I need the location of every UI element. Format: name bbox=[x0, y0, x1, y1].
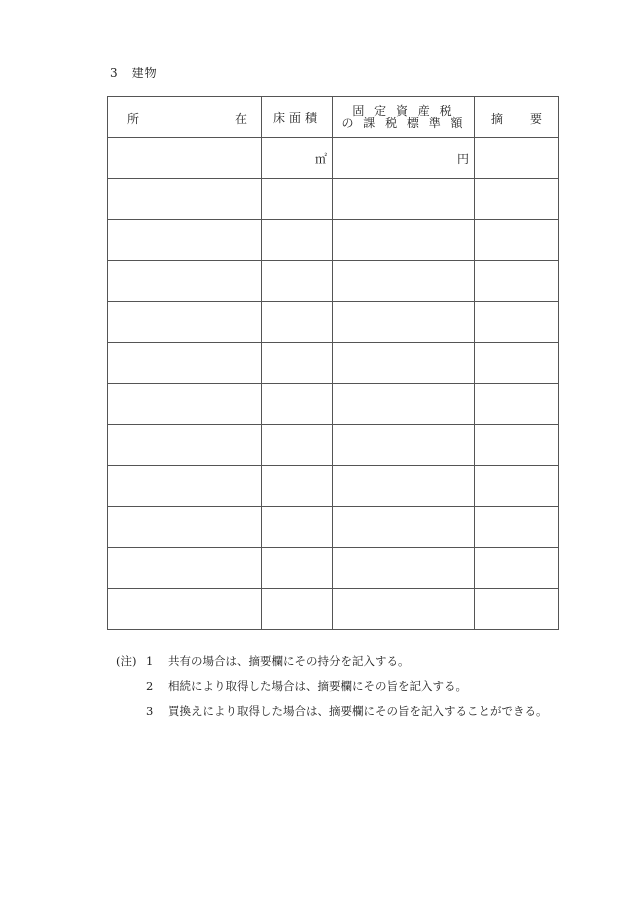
remarks-cell[interactable] bbox=[475, 507, 559, 548]
remarks-cell[interactable] bbox=[475, 466, 559, 507]
location-cell[interactable] bbox=[108, 548, 262, 589]
header-tax-line1: 固 定 資 産 税 bbox=[352, 104, 455, 118]
tax-base-cell[interactable] bbox=[333, 302, 475, 343]
header-location bbox=[108, 97, 262, 138]
header-floor-area: 床面積 bbox=[262, 97, 333, 138]
note-text: 相続により取得した場合は、摘要欄にその旨を記入する。 bbox=[168, 679, 467, 693]
header-tax-line2: の 課 税 標 準 額 bbox=[341, 116, 466, 130]
remarks-cell[interactable] bbox=[475, 220, 559, 261]
table-row bbox=[108, 507, 559, 548]
table-body bbox=[108, 138, 559, 630]
remarks-cell[interactable] bbox=[475, 548, 559, 589]
table-row bbox=[108, 302, 559, 343]
header-remarks-left: 摘 bbox=[491, 112, 504, 126]
floor-area-cell[interactable] bbox=[262, 589, 333, 630]
note-row bbox=[116, 703, 548, 728]
table-row bbox=[108, 589, 559, 630]
floor-area-cell[interactable] bbox=[262, 466, 333, 507]
note-prefix: (注) bbox=[116, 654, 137, 668]
floor-area-cell[interactable] bbox=[262, 384, 333, 425]
header-remarks bbox=[475, 97, 559, 138]
note-row bbox=[116, 653, 548, 678]
location-cell[interactable] bbox=[108, 261, 262, 302]
floor-area-cell[interactable] bbox=[262, 343, 333, 384]
location-cell[interactable] bbox=[108, 220, 262, 261]
floor-area-cell[interactable] bbox=[262, 138, 333, 179]
section-title: 建物 bbox=[131, 66, 158, 80]
table-row bbox=[108, 179, 559, 220]
table-row bbox=[108, 138, 559, 179]
tax-base-cell[interactable] bbox=[333, 384, 475, 425]
header-row bbox=[108, 97, 559, 138]
tax-base-cell[interactable] bbox=[333, 138, 475, 179]
note-row bbox=[116, 678, 548, 703]
table-row bbox=[108, 343, 559, 384]
remarks-cell[interactable] bbox=[475, 179, 559, 220]
location-cell[interactable] bbox=[108, 384, 262, 425]
location-cell[interactable] bbox=[108, 302, 262, 343]
floor-area-cell[interactable] bbox=[262, 548, 333, 589]
tax-base-cell[interactable] bbox=[333, 589, 475, 630]
floor-area-cell[interactable] bbox=[262, 507, 333, 548]
note-number: 3 bbox=[146, 704, 154, 718]
floor-area-cell[interactable] bbox=[262, 261, 333, 302]
location-cell[interactable] bbox=[108, 179, 262, 220]
remarks-cell[interactable] bbox=[475, 425, 559, 466]
location-cell[interactable] bbox=[108, 507, 262, 548]
remarks-cell[interactable] bbox=[475, 384, 559, 425]
building-table bbox=[107, 96, 559, 630]
table-row bbox=[108, 220, 559, 261]
table-row bbox=[108, 548, 559, 589]
remarks-cell[interactable] bbox=[475, 261, 559, 302]
amount-unit: 円 bbox=[456, 152, 469, 166]
location-cell[interactable] bbox=[108, 425, 262, 466]
note-text: 買換えにより取得した場合は、摘要欄にその旨を記入することができる。 bbox=[168, 704, 548, 718]
location-cell[interactable] bbox=[108, 138, 262, 179]
tax-base-cell[interactable] bbox=[333, 425, 475, 466]
floor-area-cell[interactable] bbox=[262, 302, 333, 343]
floor-area-cell[interactable] bbox=[262, 425, 333, 466]
tax-base-cell[interactable] bbox=[333, 343, 475, 384]
location-cell[interactable] bbox=[108, 589, 262, 630]
tax-base-cell[interactable] bbox=[333, 507, 475, 548]
header-tax-base bbox=[333, 97, 475, 138]
tax-base-cell[interactable] bbox=[333, 466, 475, 507]
tax-base-cell[interactable] bbox=[333, 261, 475, 302]
remarks-cell[interactable] bbox=[475, 343, 559, 384]
location-cell[interactable] bbox=[108, 466, 262, 507]
header-location-right: 在 bbox=[234, 112, 247, 126]
table-row bbox=[108, 384, 559, 425]
table-row bbox=[108, 425, 559, 466]
table-row bbox=[108, 466, 559, 507]
remarks-cell[interactable] bbox=[475, 589, 559, 630]
remarks-cell[interactable] bbox=[475, 138, 559, 179]
note-text: 共有の場合は、摘要欄にその持分を記入する。 bbox=[168, 654, 410, 668]
note-number: 1 bbox=[146, 654, 154, 668]
tax-base-cell[interactable] bbox=[333, 179, 475, 220]
location-cell[interactable] bbox=[108, 343, 262, 384]
header-location-left: 所 bbox=[127, 112, 140, 126]
notes bbox=[116, 653, 548, 728]
table-row bbox=[108, 261, 559, 302]
note-number: 2 bbox=[146, 679, 154, 693]
section-number: 3 bbox=[110, 66, 119, 80]
floor-area-cell[interactable] bbox=[262, 179, 333, 220]
tax-base-cell[interactable] bbox=[333, 220, 475, 261]
floor-area-cell[interactable] bbox=[262, 220, 333, 261]
header-remarks-right: 要 bbox=[529, 112, 542, 126]
remarks-cell[interactable] bbox=[475, 302, 559, 343]
section-heading bbox=[110, 64, 158, 81]
area-unit: ㎡ bbox=[314, 152, 327, 166]
tax-base-cell[interactable] bbox=[333, 548, 475, 589]
